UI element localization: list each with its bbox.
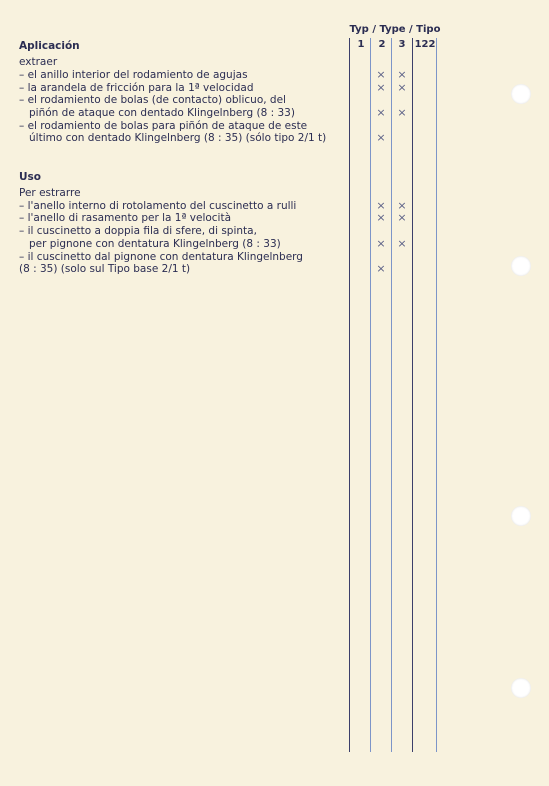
check-mark: × xyxy=(376,131,386,144)
section-heading: Aplicación xyxy=(19,40,80,52)
type-table-title: Typ / Type / Tipo xyxy=(349,24,441,35)
check-mark: × xyxy=(397,68,407,81)
list-item-line: piñón de ataque con dentado Klingelnberg (8 : 33) xyxy=(29,107,295,119)
list-item-line: – el rodamiento de bolas (de contacto) oblicuo, del xyxy=(19,94,286,106)
list-item-line: (8 : 35) (solo sul Tipo base 2/1 t) xyxy=(19,263,191,275)
check-mark: × xyxy=(397,106,407,119)
section-intro: extraer xyxy=(19,56,58,68)
list-item-line: – il cuscinetto a doppia fila di sfere, di spinta, xyxy=(19,225,257,237)
check-mark: × xyxy=(397,237,407,250)
check-mark: × xyxy=(376,262,386,275)
punch-hole-3 xyxy=(511,506,531,526)
punch-hole-4 xyxy=(511,678,531,698)
column-header-3: 3 xyxy=(398,39,406,50)
punch-hole-1 xyxy=(511,84,531,104)
list-item-line: – l'anello di rasamento per la 1ª velocità xyxy=(19,212,232,224)
list-item-line: – l'anello interno di rotolamento del cuscinetto a rulli xyxy=(19,200,297,212)
table-rule xyxy=(412,38,413,752)
table-rule xyxy=(370,38,371,752)
list-item-line: – il cuscinetto dal pignone con dentatura Klingelnberg xyxy=(19,251,303,263)
check-mark: × xyxy=(376,106,386,119)
column-header-2: 2 xyxy=(378,39,386,50)
table-rule xyxy=(391,38,392,752)
list-item-line: – la arandela de fricción para la 1ª velocidad xyxy=(19,82,254,94)
check-mark: × xyxy=(397,81,407,94)
check-mark: × xyxy=(376,237,386,250)
table-rule xyxy=(436,38,437,752)
column-header-122: 122 xyxy=(414,39,436,50)
section-heading: Uso xyxy=(19,171,41,183)
check-mark: × xyxy=(397,199,407,212)
list-item-line: – el rodamiento de bolas para piñón de ataque de este xyxy=(19,120,308,132)
column-header-1: 1 xyxy=(357,39,365,50)
list-item-line: – el anillo interior del rodamiento de agujas xyxy=(19,69,248,81)
check-mark: × xyxy=(376,81,386,94)
table-rule xyxy=(349,38,350,752)
list-item-line: per pignone con dentatura Klingelnberg (8 : 33) xyxy=(29,238,281,250)
list-item-line: último con dentado Klingelnberg (8 : 35) (sólo tipo 2/1 t) xyxy=(29,132,327,144)
check-mark: × xyxy=(376,68,386,81)
check-mark: × xyxy=(376,211,386,224)
punch-hole-2 xyxy=(511,256,531,276)
check-mark: × xyxy=(376,199,386,212)
check-mark: × xyxy=(397,211,407,224)
section-intro: Per estrarre xyxy=(19,187,81,199)
